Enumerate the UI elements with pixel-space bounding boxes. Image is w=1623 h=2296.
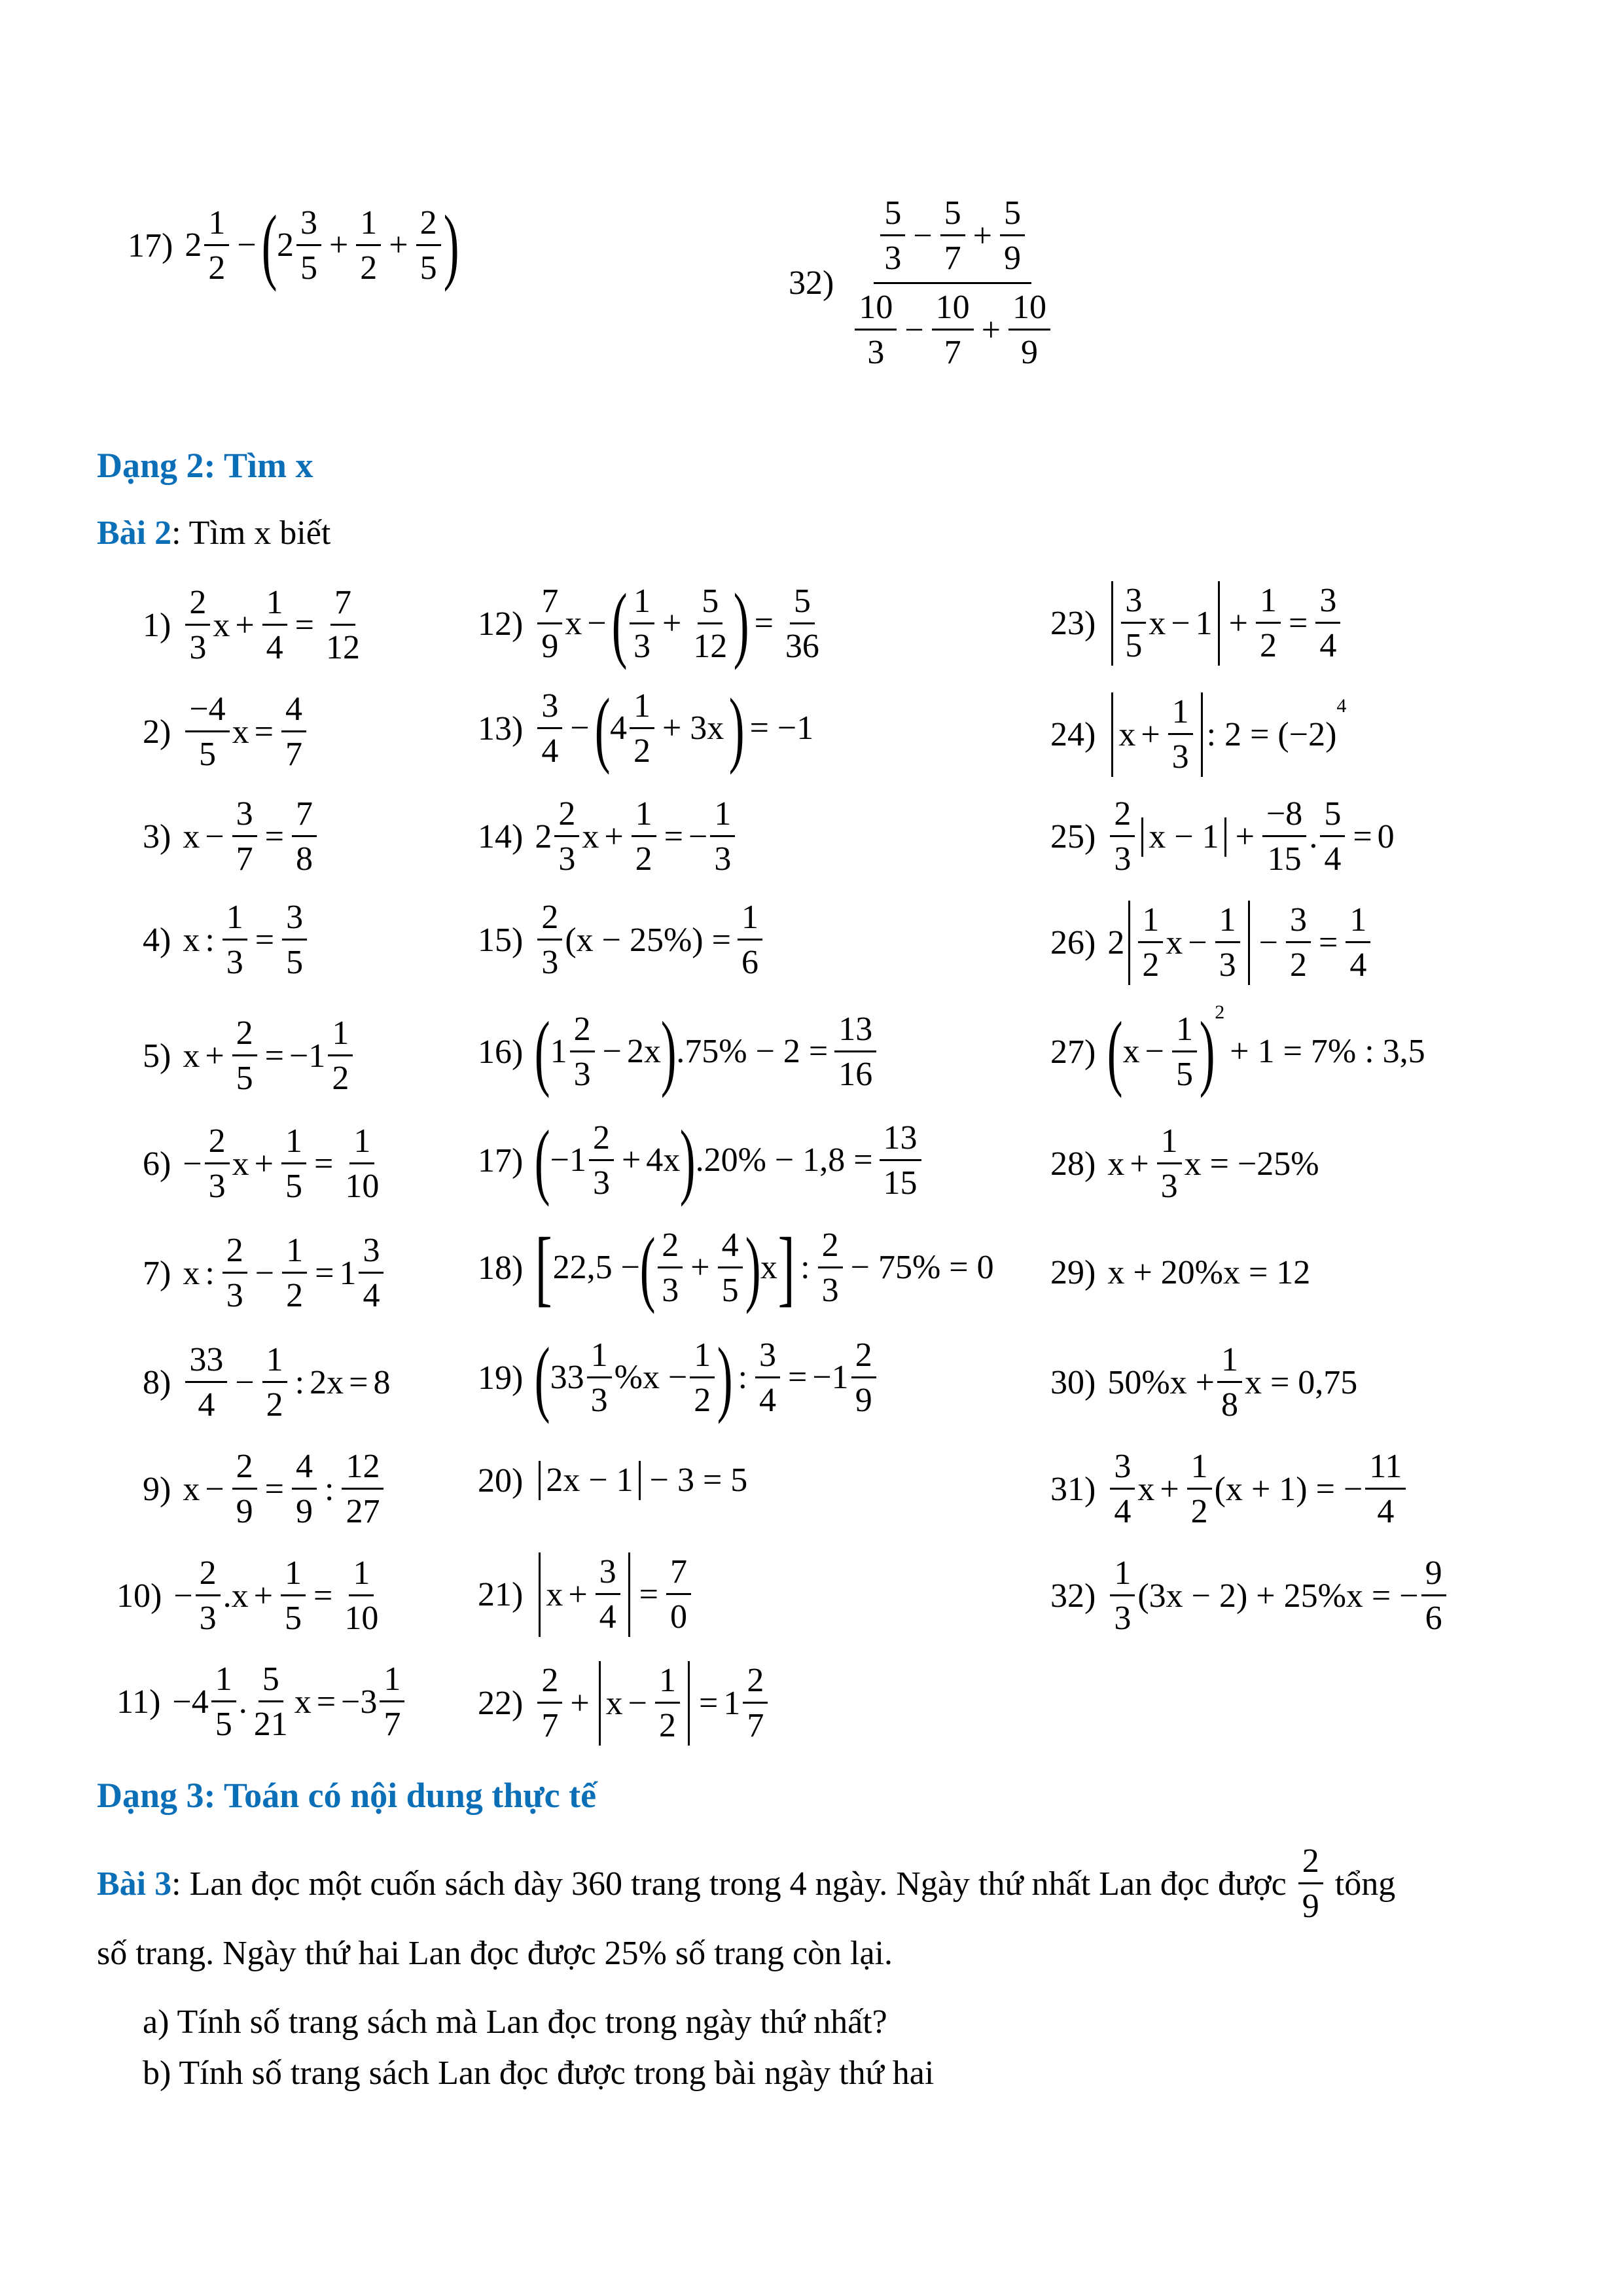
problem-22: 22) $\frac{2}{7}$ + x − $\frac{1}{2}$ = 1 $\frac{2}{7}$ — [478, 1661, 770, 1746]
problem-3: 3) x − $\frac{3}{7}$ = $\frac{7}{8}$ — [143, 797, 319, 876]
expression: 2 $\frac{1}{2}$ − ( 2 $\frac{3}{5}$ + $\frac{1}{2}$ + $\frac{2}{5}$ ) — [185, 198, 459, 293]
problem-20: 20) 2x − 1 − 3 = 5 — [478, 1462, 748, 1499]
problem-9: 9) x − $\frac{2}{9}$ = $\frac{4}{9}$ : $\frac{12}{27}$ — [143, 1450, 386, 1529]
problem-number: 17) — [128, 226, 173, 264]
problem-11: 11) −4 $\frac{1}{5}$ . $\frac{5}{21}$ x = −3 $\frac{1}{7}$ — [116, 1662, 407, 1742]
problem-28: 28) x + $\frac{1}{3}$ x = −25% — [1050, 1122, 1319, 1205]
problem-21: 21) x + $\frac{3}{4}$ = $\frac{7}{0}$ — [478, 1552, 694, 1637]
bai-3-question-a: a) Tính số trang sách mà Lan đọc trong ngày thứ nhất? — [143, 2003, 887, 2041]
section-heading-dang-2: Dạng 2: Tìm x — [97, 446, 313, 485]
problem-10: 10) − $\frac{2}{3}$ . x + $\frac{1}{5}$ = $\frac{1}{10}$ — [116, 1554, 379, 1637]
problem-6: 6) − $\frac{2}{3}$ x + $\frac{1}{5}$ = $\frac{1}{10}$ — [143, 1122, 380, 1205]
problem-24: 24) x + $\frac{1}{3}$ : 2 = (−2) 4 — [1050, 693, 1347, 776]
problem-1: 1) $\frac{2}{3}$ x + $\frac{1}{4}$ = $\frac{7}{12}$ — [143, 584, 360, 666]
problem-23: 23) $\frac{3}{5}$ x − 1 + $\frac{1}{2}$ = $\frac{3}{4}$ — [1050, 581, 1343, 666]
problem-2: 2) $\frac{-4}{5}$ x = $\frac{4}{7}$ — [143, 692, 309, 772]
problem-17: 17) ( −1 $\frac{2}{3}$ + 4x ) .20% − 1,8 = $\frac{13}{15}$ — [478, 1118, 924, 1203]
problem-32: 32) $\frac{1}{3}$ (3x − 2) + 25%x = − $\frac{9}{6}$ — [1050, 1556, 1449, 1636]
problem-30: 30) 50%x + $\frac{1}{8}$ x = 0,75 — [1050, 1341, 1358, 1424]
problem-26: 26) 2 $\frac{1}{2}$ x − $\frac{1}{3}$ − $\frac{3}{2}$ = $\frac{1}{4}$ — [1050, 901, 1373, 985]
top-problem-32 — [789, 196, 1060, 370]
problem-16: 16) ( 1 $\frac{2}{3}$ − 2x ) .75% − 2 = $\frac{13}{16}$ — [478, 1009, 879, 1094]
problem-31: 31) $\frac{3}{4}$ x + $\frac{1}{2}$ (x + 1) = − $\frac{11}{4}$ — [1050, 1450, 1408, 1529]
problem-15: 15) $\frac{2}{3}$ (x − 25%) = $\frac{1}{6}$ — [478, 901, 765, 980]
problem-4: 4) x : $\frac{1}{3}$ = $\frac{3}{5}$ — [143, 901, 310, 980]
problem-8: 8) $\frac{33}{4}$ − $\frac{1}{2}$ : 2x = 8 — [143, 1341, 391, 1424]
bai-3-line-1: Bài 3 : Lan đọc một cuốn sách dày 360 trang trong 4 ngày. Ngày thứ nhất Lan đọc được $\frac{2}{9}$ tổng — [97, 1842, 1396, 1925]
problem-12: 12) $\frac{7}{9}$ x − ( $\frac{1}{3}$ + $\frac{5}{12}$ ) = $\frac{5}{36}$ — [478, 577, 819, 671]
problem-25: 25) $\frac{2}{3}$ x − 1 + $\frac{-8}{15}$ . $\frac{5}{4}$ = 0 — [1050, 795, 1395, 878]
problem-27: 27) ( x − $\frac{1}{5}$ ) 2 + 1 = 7% : 3,5 — [1050, 1001, 1425, 1099]
problem-number: 32) — [789, 264, 834, 302]
problem-14: 14) 2 $\frac{2}{3}$ x + $\frac{1}{2}$ = − $\frac{1}{3}$ — [478, 797, 738, 876]
problem-29: 29) x + 20%x = 12 — [1050, 1253, 1311, 1291]
bai-3-line-2: số trang. Ngày thứ hai Lan đọc được 25% số trang còn lại. — [97, 1935, 893, 1972]
bai-3-question-b: b) Tính số trang sách Lan đọc được trong bài ngày thứ hai — [143, 2054, 935, 2092]
bai-2-intro: Bài 2: Tìm x biết — [97, 514, 331, 552]
problem-13: 13) $\frac{3}{4}$ − ( 4 $\frac{1}{2}$ + 3x ) = −1 — [478, 681, 814, 776]
top-problem-17 — [128, 198, 459, 293]
problem-18: 18) [ 22,5 − ( $\frac{2}{3}$ + $\frac{4}{5}$ ) x ] : $\frac{2}{3}$ − 75% = 0 — [478, 1221, 994, 1315]
problem-5: 5) x + $\frac{2}{5}$ = −1 $\frac{1}{2}$ — [143, 1016, 355, 1096]
section-heading-dang-3: Dạng 3: Toán có nội dung thực tế — [97, 1776, 597, 1815]
complex-fraction: $\frac{5}{3}$ − $\frac{5}{7}$ + $\frac{5}{9}$ $\frac{10}{3}$ − $\frac{10}{7}$ + $\frac{10}{9}$ — [848, 196, 1057, 370]
problem-19: 19) ( 33 $\frac{1}{3}$ %x − $\frac{1}{2}$ ) : $\frac{3}{4}$ = −1 $\frac{2}{9}$ — [478, 1335, 879, 1420]
problem-7: 7) x : $\frac{2}{3}$ − $\frac{1}{2}$ = 1 $\frac{3}{4}$ — [143, 1234, 386, 1313]
